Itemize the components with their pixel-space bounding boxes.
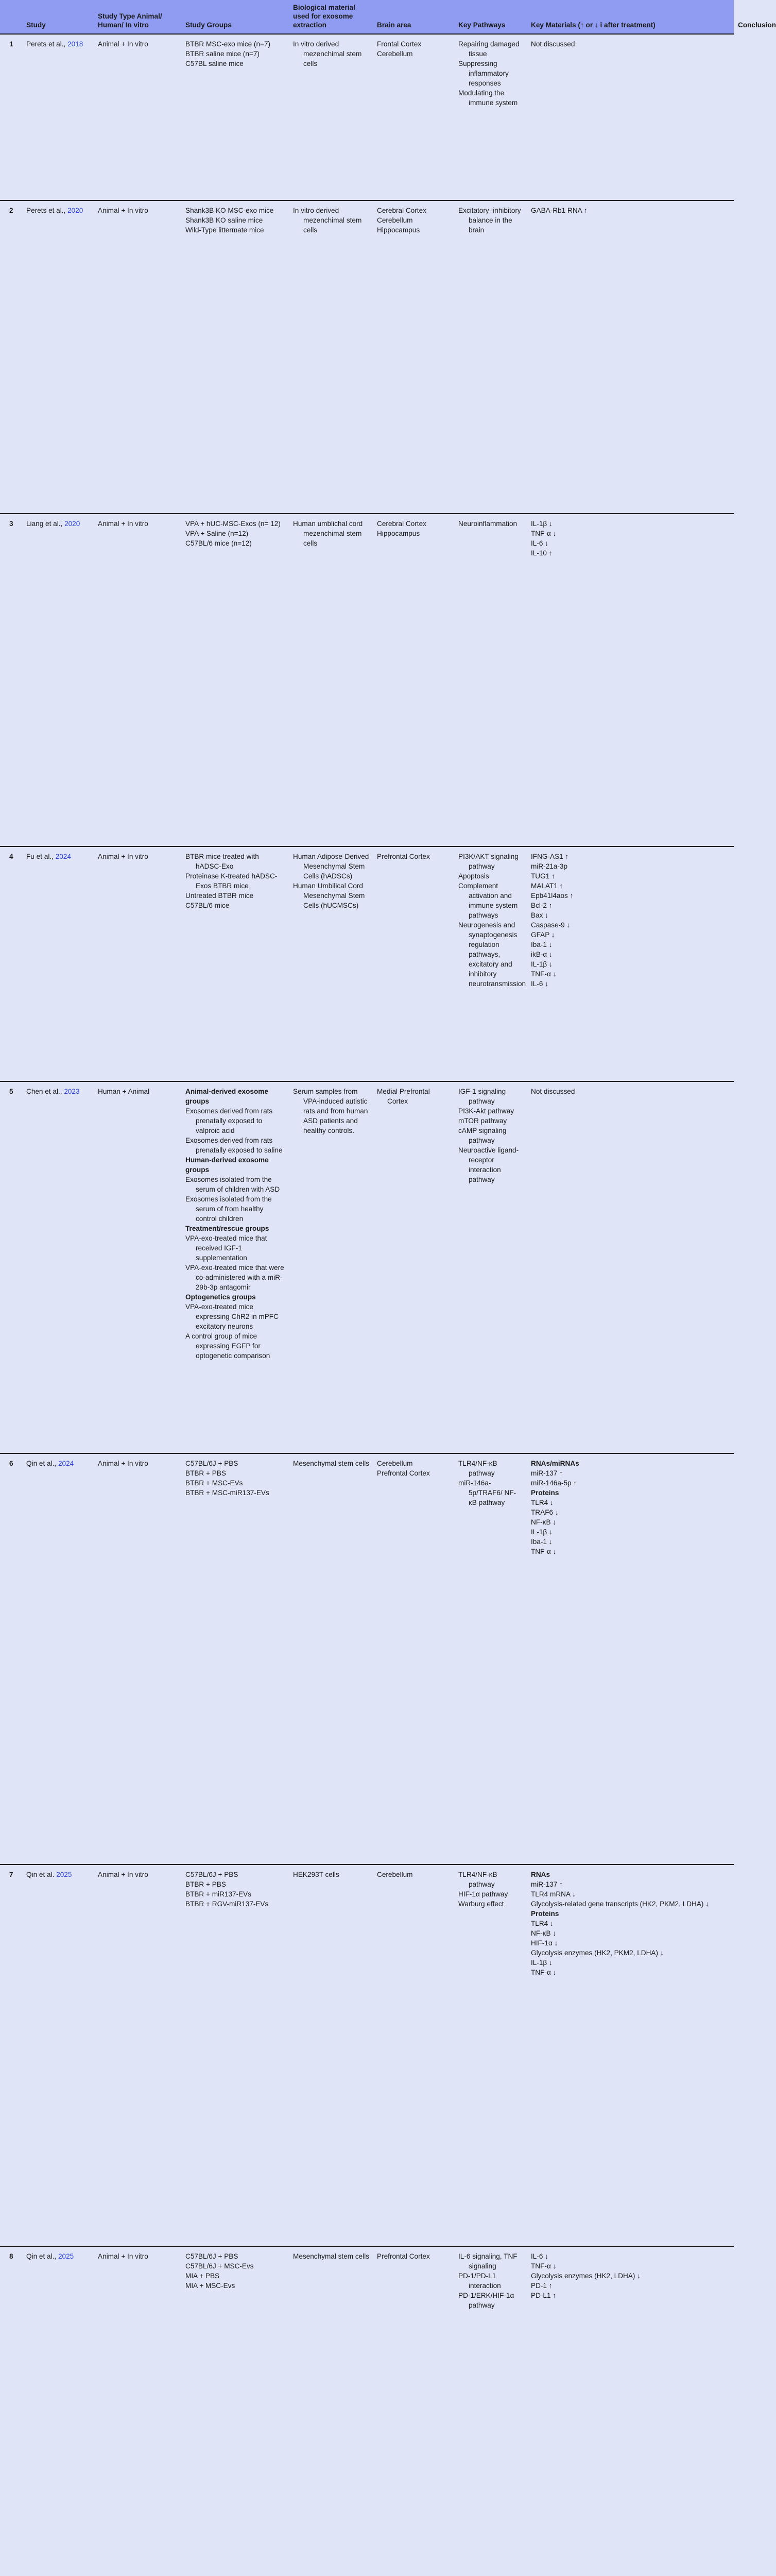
group-item: A control group of mice expressing EGFP for optogenetic comparison [185,1332,270,1360]
group-item: C57BL/6J + PBS [185,1871,238,1878]
biological-material-cell [289,200,373,514]
group-item: BTBR mice treated with hADSC-Exo [185,853,259,870]
material-item: Human Adipose-Derived Mesenchymal Stem Cells (hADSCs) [293,853,369,880]
header-key-materials: Key Materials (↑ or ↓ i after treatment) [527,0,734,34]
study-type: Animal + In vitro [94,2246,181,2576]
group-item: Shank3B KO MSC-exo mice [185,207,274,214]
header-study: Study [22,0,94,34]
study-groups-cell [181,34,289,200]
study-cell [22,1865,94,2246]
key-materials-cell [527,1453,734,1865]
key-material-item: TNF-α ↓ [531,1548,557,1555]
study-number: 7 [0,1865,22,2246]
brain-area-item: Cerebellum [377,1871,413,1878]
study-cell [22,846,94,1081]
brain-area-item: Cerebellum [377,50,413,58]
biological-material-cell [289,2246,373,2576]
key-material-item: miR-21a-3p [531,862,568,870]
material-item: Mesenchymal stem cells [293,2252,370,2260]
key-pathways-cell [454,1865,527,2246]
key-material-item: IL-6 ↓ [531,2252,548,2260]
key-material-item: TNF-α ↓ [531,1969,557,1976]
group-item: BTBR + miR137-EVs [185,1890,252,1898]
key-material-item: GFAP ↓ [531,931,555,939]
group-item: C57BL/6J + MSC-Evs [185,2262,254,2270]
material-item: In vitro derived mezenchimal stem cells [293,207,362,234]
brain-area-item: Prefrontal Cortex [377,1469,430,1477]
study-year-link[interactable]: 2024 [55,853,71,860]
key-material-item: Bax ↓ [531,911,548,919]
group-item: C57BL saline mice [185,60,244,67]
brain-area-item: Hippocampus [377,530,420,537]
study-groups-cell [181,2246,289,2576]
key-pathways-cell [454,514,527,846]
brain-area-item: Cerebellum [377,1460,413,1467]
pathway-item: miR-146a-5p/TRAF6/ NF-κB pathway [458,1479,516,1506]
key-material-item: NF-κB ↓ [531,1929,557,1937]
brain-area-item: Prefrontal Cortex [377,853,430,860]
key-material-item: ikB-α ↓ [531,951,553,958]
study-type: Animal + In vitro [94,1865,181,2246]
key-material-heading: Proteins [531,1489,559,1497]
key-pathways-cell [454,1453,527,1865]
group-item: C57BL/6 mice (n=12) [185,539,252,547]
group-item: Untreated BTBR mice [185,892,254,900]
key-material-item: Caspase-9 ↓ [531,921,571,929]
material-item: In vitro derived mezenchimal stem cells [293,40,362,67]
study-groups-cell [181,1453,289,1865]
study-number: 1 [0,34,22,200]
key-material-item: Glycolysis enzymes (HK2, PKM2, LDHA) ↓ [531,1949,664,1957]
key-material-item: PD-L1 ↑ [531,2292,557,2299]
key-material-item: Bcl-2 ↑ [531,902,553,909]
table-row [0,34,734,200]
group-item: C57BL/6J + PBS [185,2252,238,2260]
key-pathways-cell [454,1081,527,1453]
study-cell [22,200,94,514]
key-material-item: TNF-α ↓ [531,2262,557,2270]
pathway-item: Excitatory–inhibitory balance in the brain [458,207,521,234]
study-year-link[interactable]: 2023 [64,1088,80,1095]
study-cell [22,34,94,200]
header-biological-material: Biological material used for exosome extraction [289,0,373,34]
key-material-item: Iba-1 ↓ [531,1538,553,1546]
group-item: VPA-exo-treated mice that received IGF-1 supplementation [185,1234,267,1262]
group-item: VPA-exo-treated mice expressing ChR2 in mPFC excitatory neurons [185,1303,279,1330]
biological-material-cell [289,34,373,200]
brain-area-cell [373,1081,454,1453]
key-material-item: GABA-Rb1 RNA ↑ [531,207,588,214]
pathway-item: PD-1/PD-L1 interaction [458,2272,501,2290]
key-material-heading: Proteins [531,1910,559,1918]
study-year-link[interactable]: 2020 [67,207,83,214]
table-row [0,200,734,514]
study-type: Animal + In vitro [94,514,181,846]
brain-area-cell [373,34,454,200]
brain-area-cell [373,846,454,1081]
group-heading: Human-derived exosome groups [185,1156,269,1174]
study-type: Animal + In vitro [94,1453,181,1865]
study-year-link[interactable]: 2020 [64,520,80,528]
pathway-item: TLR4/NF-κB pathway [458,1871,497,1888]
group-item: BTBR + MSC-EVs [185,1479,243,1487]
key-material-item: IL-1β ↓ [531,520,553,528]
table-row [0,1081,734,1453]
study-groups-cell [181,846,289,1081]
key-material-item: miR-137 ↑ [531,1469,563,1477]
key-material-item: IFNG-AS1 ↑ [531,853,569,860]
biological-material-cell [289,514,373,846]
key-material-item: TRAF6 ↓ [531,1509,559,1516]
group-item: VPA-exo-treated mice that were co-administered with a miR-29b-3p antagomir [185,1264,284,1291]
brain-area-cell [373,1453,454,1865]
study-author: Chen et al., [26,1088,64,1095]
group-item: Shank3B KO saline mice [185,216,263,224]
brain-area-cell [373,1865,454,2246]
key-pathways-cell [454,200,527,514]
key-material-item: IL-6 ↓ [531,980,548,988]
brain-area-item: Cerebral Cortex [377,207,426,214]
key-material-item: Glycolysis enzymes (HK2, LDHA) ↓ [531,2272,641,2280]
study-cell [22,2246,94,2576]
study-year-link[interactable]: 2025 [58,2252,74,2260]
group-item: Exosomes isolated from the serum of children with ASD [185,1176,280,1193]
pathway-item: Modulating the immune system [458,89,518,107]
key-material-item: MALAT1 ↑ [531,882,563,890]
study-author: Perets et al., [26,40,68,48]
group-item: C57BL/6 mice [185,902,230,909]
pathway-item: Repairing damaged tissue [458,40,520,58]
group-heading: Optogenetics groups [185,1293,256,1301]
group-item: Wild-Type littermate mice [185,226,264,234]
key-material-heading: RNAs/miRNAs [531,1460,579,1467]
brain-area-cell [373,200,454,514]
pathway-item: Neuroactive ligand-receptor interaction pathway [458,1146,519,1183]
study-groups-cell [181,1081,289,1453]
brain-area-item: Frontal Cortex [377,40,422,48]
key-materials-cell [527,2246,734,2576]
group-item: Exosomes derived from rats prenatally exposed to saline [185,1137,283,1154]
group-item: BTBR saline mice (n=7) [185,50,260,58]
pathway-item: PI3K/AKT signaling pathway [458,853,519,870]
study-number: 5 [0,1081,22,1453]
brain-area-cell [373,514,454,846]
study-type: Animal + In vitro [94,846,181,1081]
key-materials-cell [527,200,734,514]
key-material-item: miR-146a-5p ↑ [531,1479,577,1487]
group-heading: Animal-derived exosome groups [185,1088,268,1105]
table-row [0,846,734,1081]
key-pathways-cell [454,34,527,200]
brain-area-item: Hippocampus [377,226,420,234]
group-item: BTBR + PBS [185,1469,226,1477]
group-item: C57BL/6J + PBS [185,1460,238,1467]
pathway-item: Suppressing inflammatory responses [458,60,509,87]
pathway-item: cAMP signaling pathway [458,1127,507,1144]
study-number: 3 [0,514,22,846]
material-item: Human Umbilical Cord Mesenchymal Stem Cells (hUCMSCs) [293,882,365,909]
brain-area-item: Cerebral Cortex [377,520,426,528]
header-row: Study Study Type Animal/ Human/ In vitro Study Groups Biological material used for exosome extraction Brain area Key Pathways Key Materials (↑ or ↓ i after treatment) Conclusion [0,0,734,34]
key-material-item: Not discussed [531,40,575,48]
biological-material-cell [289,1865,373,2246]
pathway-item: HIF-1α pathway [458,1890,508,1898]
study-cell [22,514,94,846]
study-number: 6 [0,1453,22,1865]
pathway-item: Apoptosis [458,872,489,880]
pathway-item: PD-1/ERK/HIF-1α pathway [458,2292,514,2309]
study-groups-cell [181,1865,289,2246]
key-material-item: TUG1 ↑ [531,872,555,880]
group-item: BTBR + MSC-miR137-EVs [185,1489,269,1497]
group-item: MIA + MSC-Evs [185,2282,235,2290]
study-year-link[interactable]: 2018 [67,40,83,48]
group-item: BTBR + RGV-miR137-EVs [185,1900,269,1908]
key-material-item: miR-137 ↑ [531,1880,563,1888]
material-item: HEK293T cells [293,1871,339,1878]
group-item: VPA + hUC-MSC-Exos (n= 12) [185,520,281,528]
table-row [0,514,734,846]
group-item: VPA + Saline (n=12) [185,530,249,537]
key-material-item: HIF-1α ↓ [531,1939,558,1947]
table-row [0,1865,734,2246]
key-material-item: PD-1 ↑ [531,2282,553,2290]
brain-area-item: Cerebellum [377,216,413,224]
key-material-item: IL-1β ↓ [531,1528,553,1536]
pathway-item: IGF-1 signaling pathway [458,1088,506,1105]
pathway-item: IL-6 signaling, TNF signaling [458,2252,518,2270]
brain-area-item: Prefrontal Cortex [377,2252,430,2260]
header-num [0,0,22,34]
key-pathways-cell [454,846,527,1081]
pathway-item: Neuroinflammation [458,520,518,528]
key-materials-cell [527,1081,734,1453]
group-item: Proteinase K-treated hADSC-Exos BTBR mice [185,872,278,890]
pathway-item: Neurogenesis and synaptogenesis regulation pathways, excitatory and inhibitory neurotransmission [458,921,526,988]
study-number: 8 [0,2246,22,2576]
study-year-link[interactable]: 2025 [56,1871,72,1878]
brain-area-cell [373,2246,454,2576]
brain-area-item: Medial Prefrontal Cortex [377,1088,430,1105]
key-materials-cell [527,846,734,1081]
header-study-type: Study Type Animal/ Human/ In vitro [94,0,181,34]
key-materials-cell [527,34,734,200]
study-author: Perets et al., [26,207,68,214]
study-author: Qin et al., [26,2252,58,2260]
group-item: BTBR + PBS [185,1880,226,1888]
biological-material-cell [289,1453,373,1865]
pathway-item: mTOR pathway [458,1117,507,1125]
material-item: Human umblichal cord mezenchimal stem cells [293,520,363,547]
key-material-item: IL-6 ↓ [531,539,548,547]
key-material-item: Glycolysis-related gene transcripts (HK2, PKM2, LDHA) ↓ [531,1900,709,1908]
study-author: Liang et al., [26,520,65,528]
study-author: Qin et al., [26,1460,58,1467]
key-material-item: TNF-α ↓ [531,970,557,978]
study-type: Animal + In vitro [94,200,181,514]
group-heading: Treatment/rescue groups [185,1225,269,1232]
key-material-item: TLR4 mRNA ↓ [531,1890,576,1898]
key-material-item: TLR4 ↓ [531,1920,554,1927]
key-pathways-cell [454,2246,527,2576]
header-brain-area: Brain area [373,0,454,34]
study-year-link[interactable]: 2024 [58,1460,74,1467]
key-materials-cell [527,1865,734,2246]
key-material-item: Iba-1 ↓ [531,941,553,948]
key-material-item: Not discussed [531,1088,575,1095]
key-material-heading: RNAs [531,1871,550,1878]
key-material-item: TLR4 ↓ [531,1499,554,1506]
key-material-item: IL-10 ↑ [531,549,553,557]
biological-material-cell [289,1081,373,1453]
key-material-item: IL-1β ↓ [531,1959,553,1967]
key-material-item: Epb41l4aos ↑ [531,892,574,900]
study-cell [22,1453,94,1865]
study-number: 2 [0,200,22,514]
study-cell [22,1081,94,1453]
key-material-item: NF-κB ↓ [531,1518,557,1526]
group-item: BTBR MSC-exo mice (n=7) [185,40,271,48]
pathway-item: PI3K-Akt pathway [458,1107,514,1115]
study-groups-cell [181,200,289,514]
header-study-groups: Study Groups [181,0,289,34]
study-type: Animal + In vitro [94,34,181,200]
key-material-item: TNF-α ↓ [531,530,557,537]
pathway-item: TLR4/NF-κB pathway [458,1460,497,1477]
group-item: Exosomes isolated from the serum of from healthy control children [185,1195,272,1223]
table-row [0,1453,734,1865]
table-row [0,2246,734,2576]
pathway-item: Complement activation and immune system pathways [458,882,518,919]
study-type: Human + Animal [94,1081,181,1453]
header-key-pathways: Key Pathways [454,0,527,34]
biological-material-cell [289,846,373,1081]
key-material-item: IL-1β ↓ [531,960,553,968]
pathway-item: Warburg effect [458,1900,504,1908]
material-item: Mesenchymal stem cells [293,1460,370,1467]
group-item: MIA + PBS [185,2272,220,2280]
study-number: 4 [0,846,22,1081]
study-author: Qin et al. [26,1871,57,1878]
study-groups-cell [181,514,289,846]
material-item: Serum samples from VPA-induced autistic rats and from human ASD patients and healthy controls. [293,1088,368,1134]
key-materials-cell [527,514,734,846]
study-author: Fu et al., [26,853,56,860]
group-item: Exosomes derived from rats prenatally exposed to valproic acid [185,1107,273,1134]
